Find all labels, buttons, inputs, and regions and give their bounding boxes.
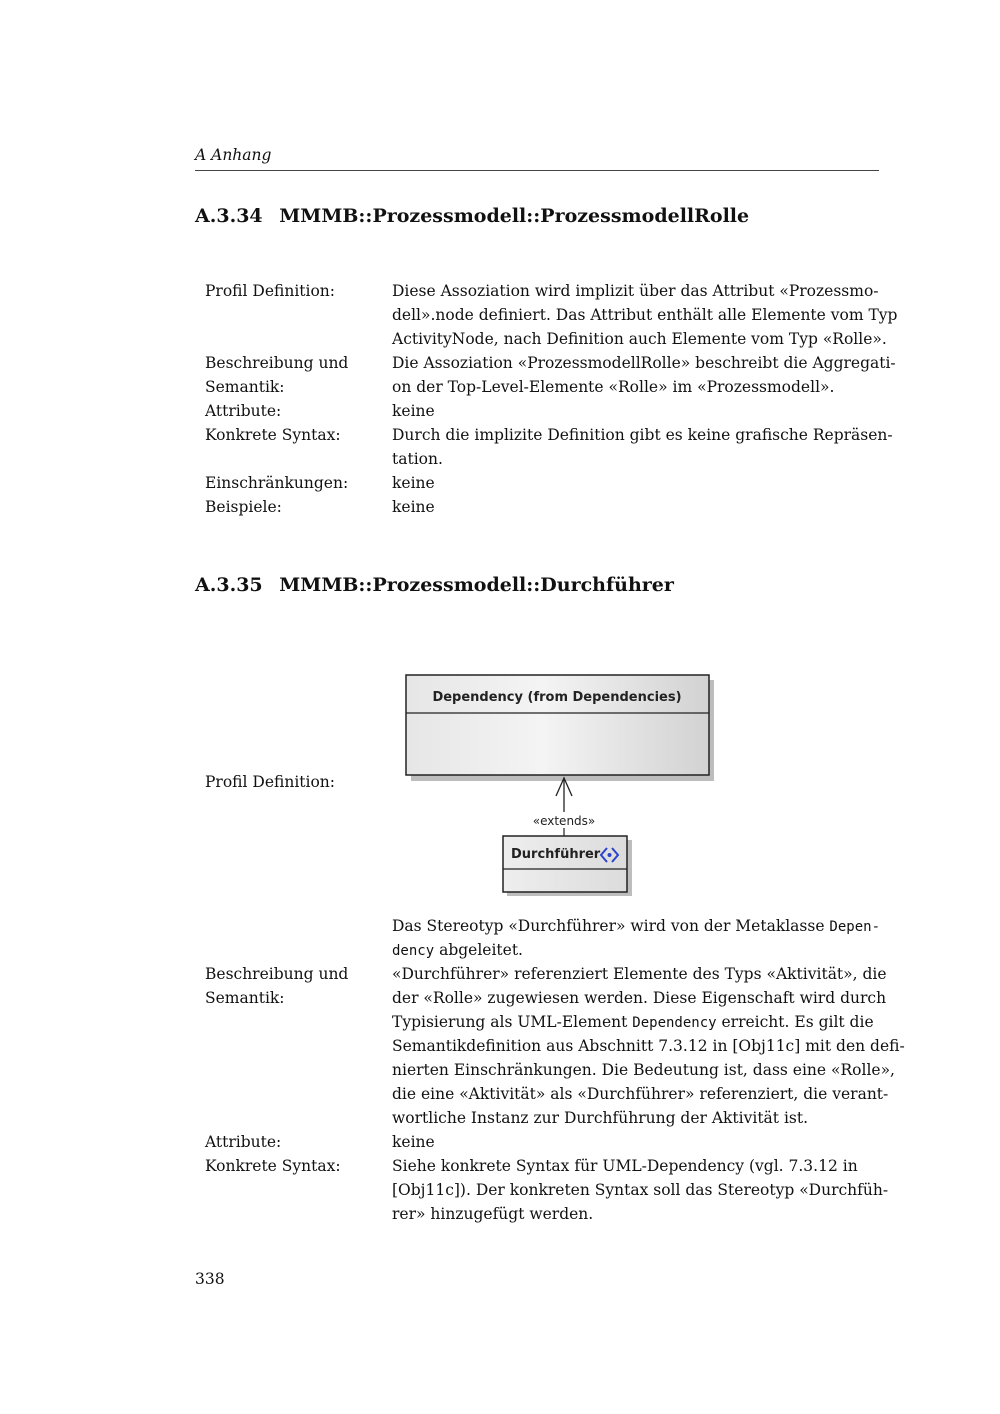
row-value	[392, 279, 898, 351]
label-line: Beschreibung und	[205, 965, 349, 983]
section-heading-a3-35	[195, 574, 674, 596]
section-title: MMMB::Prozessmodell::ProzessmodellRolle	[279, 205, 750, 227]
label-line: Konkrete Syntax:	[205, 426, 341, 444]
value-line: Siehe konkrete Syntax für UML-Dependency (vgl. 7.3.12 in	[392, 1157, 858, 1175]
row-label	[205, 1154, 385, 1178]
metaclass-name: Dependency (from Dependencies)	[432, 690, 682, 705]
row-value	[392, 914, 895, 962]
section-heading-a3-34	[195, 205, 749, 227]
uml-stereotype-diagram	[400, 670, 730, 900]
text-run: erreicht. Es gilt die	[716, 1013, 874, 1031]
label-line: Beispiele:	[205, 498, 282, 516]
value-line: rer» hinzugefügt werden.	[392, 1205, 594, 1223]
code-run: Dependency	[632, 1015, 717, 1031]
value-line: keine	[392, 474, 435, 492]
value-line: die eine «Aktivität» als «Durchführer» referenziert, die verant-	[392, 1085, 889, 1103]
text-run: Typisierung als UML-Element	[392, 1013, 633, 1031]
label-line: Profil Definition:	[205, 282, 335, 300]
value-line: keine	[392, 498, 435, 516]
value-line: on der Top-Level-Elemente «Rolle» im «Prozessmodell».	[392, 378, 835, 396]
value-line	[392, 914, 895, 938]
row-value	[392, 1130, 895, 1154]
code-run: dency	[392, 943, 435, 959]
section-title: MMMB::Prozessmodell::Durchführer	[279, 574, 674, 596]
value-line: dell».node definiert. Das Attribut enthält alle Elemente vom Typ	[392, 306, 898, 324]
row-value	[392, 471, 895, 495]
row-label	[205, 279, 385, 303]
row-value	[392, 962, 905, 1130]
value-line	[392, 938, 895, 962]
value-line: Die Assoziation «ProzessmodellRolle» beschreibt die Aggregati-	[392, 354, 896, 372]
row-label	[205, 471, 385, 495]
value-line	[392, 1010, 895, 1034]
label-line: Einschränkungen:	[205, 474, 349, 492]
value-line: wortliche Instanz zur Durchführung der Aktivität ist.	[392, 1109, 809, 1127]
value-line: keine	[392, 1133, 435, 1151]
code-run: Depen-	[829, 919, 880, 935]
value-line: Durch die implizite Definition gibt es keine grafische Repräsen-	[392, 426, 893, 444]
value-line: der «Rolle» zugewiesen werden. Diese Eigenschaft wird durch	[392, 989, 887, 1007]
value-line: «Durchführer» referenziert Elemente des Typs «Aktivität», die	[392, 965, 887, 983]
row-value	[392, 423, 895, 471]
row-label	[205, 770, 385, 794]
row-value	[392, 495, 895, 519]
label-line: Semantik:	[205, 378, 285, 396]
label-line: Konkrete Syntax:	[205, 1157, 341, 1175]
running-header	[195, 146, 879, 171]
value-line: tation.	[392, 450, 443, 468]
row-value	[392, 399, 895, 423]
row-label	[205, 1130, 385, 1154]
row-label	[205, 423, 385, 447]
row-label	[205, 495, 385, 519]
section-number: A.3.35	[195, 574, 263, 596]
running-title: A Anhang	[195, 146, 272, 164]
value-line: Semantikdefinition aus Abschnitt 7.3.12 in [Obj11c] mit den defi-	[392, 1037, 905, 1055]
row-label	[205, 399, 385, 423]
text-run: Das Stereotyp «Durchführer» wird von der Metaklasse	[392, 917, 830, 935]
section-number: A.3.34	[195, 205, 263, 227]
stereotype-name: Durchführer	[511, 847, 601, 862]
page-number: 338	[195, 1270, 225, 1288]
value-line: ActivityNode, nach Definition auch Elemente vom Typ «Rolle».	[392, 330, 887, 348]
value-line: keine	[392, 402, 435, 420]
row-value	[392, 351, 895, 399]
stereotype-box	[503, 836, 627, 892]
text-run: abgeleitet.	[434, 941, 523, 959]
label-line: Attribute:	[205, 402, 282, 420]
extends-label: «extends»	[532, 814, 596, 828]
value-line: Diese Assoziation wird implizit über das Attribut «Prozessmo-	[392, 282, 879, 300]
row-label	[205, 351, 385, 399]
row-value	[392, 1154, 895, 1226]
label-line: Beschreibung und	[205, 354, 349, 372]
label-line: Semantik:	[205, 989, 285, 1007]
label-line: Profil Definition:	[205, 773, 335, 791]
value-line: [Obj11c]). Der konkreten Syntax soll das Stereotyp «Durchfüh-	[392, 1181, 889, 1199]
row-label	[205, 962, 385, 1010]
value-line: nierten Einschränkungen. Die Bedeutung ist, dass eine «Rolle»,	[392, 1061, 895, 1079]
label-line: Attribute:	[205, 1133, 282, 1151]
